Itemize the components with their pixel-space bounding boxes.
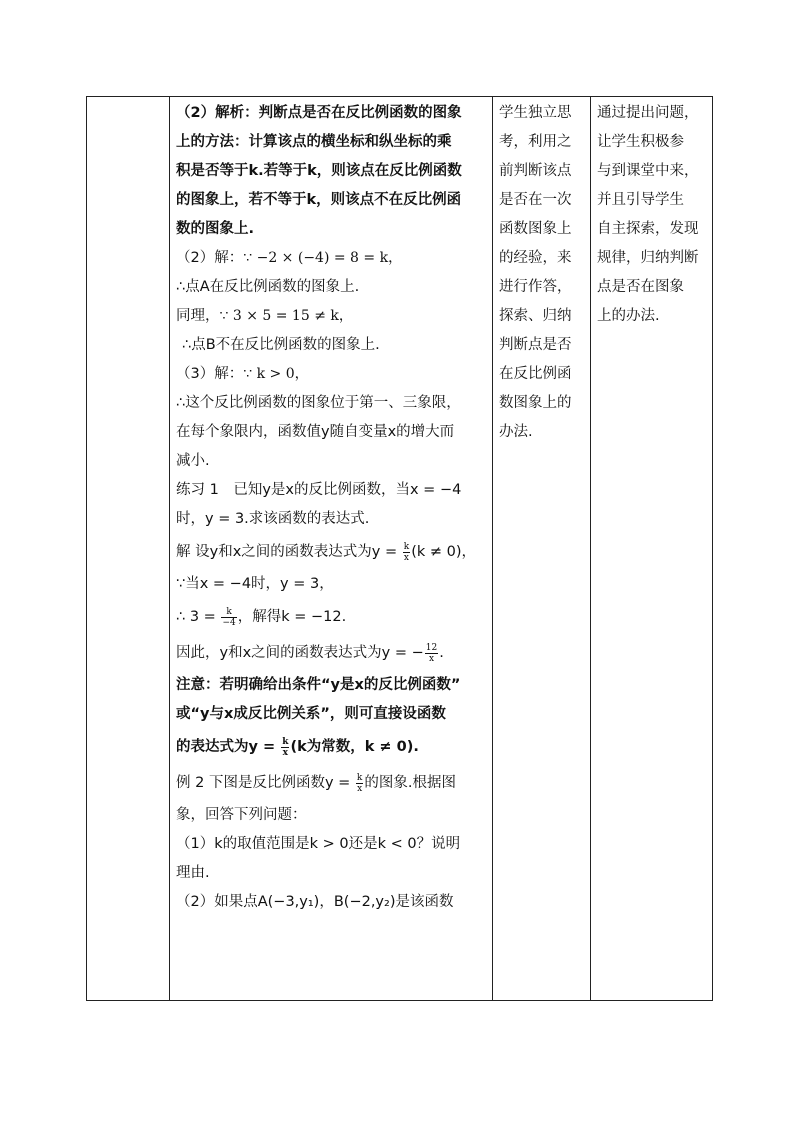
note-line: 注意：若明确给出条件“y是x的反比例函数” [176, 677, 461, 693]
exercise-line: 练习 1 已知y是x的反比例函数，当x = −4 [176, 482, 462, 498]
exercise-solution-line: ∵当x = −4时，y = 3， [176, 576, 334, 592]
design-intent-line: 与到课堂中来， [597, 163, 699, 179]
teaching-content-cell [170, 97, 493, 1001]
student-activity-line: 进行作答， [499, 279, 572, 295]
example-line: （2）如果点A(−3,y₁)，B(−2,y₂)是该函数 [176, 894, 454, 910]
analysis-line: 上的方法：计算该点的横坐标和纵坐标的乘 [176, 134, 452, 150]
design-intent-line: 让学生积极参 [597, 134, 684, 150]
analysis-line: 的图象上，若不等于k，则该点不在反比例函 [176, 192, 462, 208]
design-intent-line: 点是否在图象 [597, 279, 684, 295]
student-activity-line: 考，利用之 [499, 134, 572, 150]
design-intent-line: 并且引导学生 [597, 192, 684, 208]
fraction: $\frac{k}{x}$ [356, 772, 363, 794]
student-activity-line: 的经验，来 [499, 250, 572, 266]
analysis-line: 数的图象上. [176, 221, 255, 237]
design-intent-line: 自主探索，发现 [597, 221, 699, 237]
analysis-line: （2）解析：判断点是否在反比例函数的图象 [176, 105, 462, 121]
example-line: （1）k的取值范围是k > 0还是k < 0？说明 [176, 836, 461, 852]
exercise-line: 时，y = 3.求该函数的表达式. [176, 511, 370, 527]
fraction: $\frac{k}{x}$ [403, 541, 410, 563]
exercise-solution-line: ∴ 3 = $\frac{k}{-4}$ ，解得k = −12. [176, 606, 347, 628]
student-activity-line: 探索、归纳 [499, 308, 572, 324]
student-activity-line: 学生独立思 [499, 105, 572, 121]
solution-line: ∴点A在反比例函数的图象上. [176, 279, 360, 295]
solution-line: 同理，∵ 3 × 5 = 15 ≠ k， [176, 308, 353, 324]
student-activity-line: 函数图象上 [499, 221, 572, 237]
solution-line: （2）解：∵ −2 × (−4) = 8 = k， [176, 250, 403, 266]
fraction: $\frac{k}{-4}$ [222, 606, 236, 628]
solution-line: ∴这个反比例函数的图象位于第一、三象限， [176, 395, 461, 411]
lesson-plan-table [86, 96, 713, 1001]
exercise-solution-line: 解 设y和x之间的函数表达式为y = $\frac{k}{x}$ (k ≠ 0)， [176, 541, 477, 563]
design-intent-line: 通过提出问题， [597, 105, 699, 121]
solution-line: 在每个象限内，函数值y随自变量x的增大而 [176, 424, 455, 440]
design-intent-line: 上的办法. [597, 308, 660, 324]
note-line: 的表达式为y = $\frac{k}{x}$ (k为常数，k ≠ 0). [176, 736, 419, 758]
example-line: 象，回答下列问题： [176, 807, 307, 823]
student-activity-line: 判断点是否 [499, 337, 572, 353]
example-line: 理由. [176, 865, 210, 881]
solution-line: （3）解：∵ k > 0， [176, 366, 309, 382]
design-intent-cell [591, 97, 713, 1001]
solution-line: ∴点B不在反比例函数的图象上. [182, 337, 380, 353]
note-line: 或“y与x成反比例关系”，则可直接设函数 [176, 706, 446, 722]
student-activity-line: 在反比例函 [499, 366, 572, 382]
analysis-line: 积是否等于k.若等于k，则该点在反比例函数 [176, 163, 462, 179]
student-activity-line: 数图象上的 [499, 395, 572, 411]
student-activity-line: 是否在一次 [499, 192, 572, 208]
fraction: $\frac{12}{x}$ [425, 642, 438, 664]
student-activity-line: 办法. [499, 424, 533, 440]
exercise-solution-line: 因此，y和x之间的函数表达式为y = − $\frac{12}{x}$ . [176, 642, 444, 664]
student-activity-cell [493, 97, 591, 1001]
student-activity-line: 前判断该点 [499, 163, 572, 179]
stage-column-cell [87, 97, 170, 1001]
example-line: 例 2 下图是反比例函数y = $\frac{k}{x}$ 的图象.根据图 [176, 772, 456, 794]
design-intent-line: 规律，归纳判断 [597, 250, 699, 266]
solution-line: 减小. [176, 453, 210, 469]
fraction: $\frac{k}{x}$ [282, 736, 289, 758]
